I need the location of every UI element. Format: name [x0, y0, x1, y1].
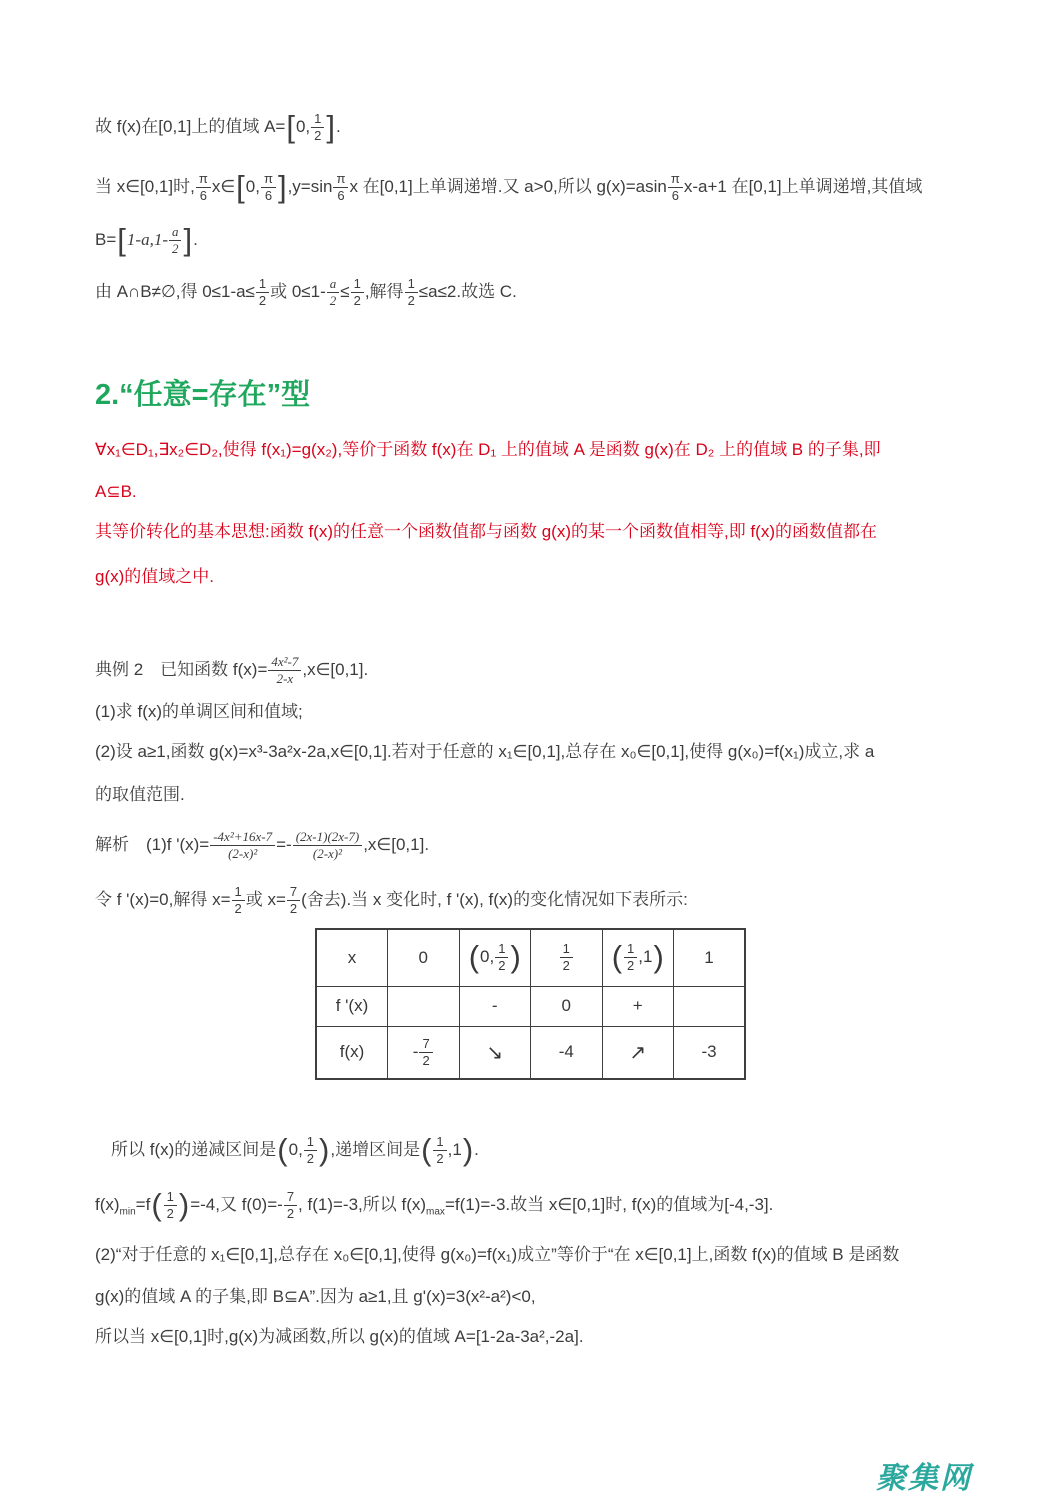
- text-segment: ,解得: [364, 282, 404, 301]
- table-cell: [674, 986, 746, 1026]
- part-2-solution-line-3: 所以当 x∈[0,1]时,g(x)为减函数,所以 g(x)的值域 A=[1-2a-3a²,-2a].: [95, 1327, 584, 1346]
- text-segment: ,x∈[0,1].: [363, 835, 430, 854]
- question-part-2-line-2: 的取值范围.: [95, 785, 185, 804]
- table-cell: [316, 986, 388, 1026]
- text-segment: 典例 2 已知函数 f(x)=: [95, 660, 268, 679]
- table-cell: [388, 986, 460, 1026]
- text-segment: 0: [561, 996, 571, 1015]
- text-segment: ,1: [638, 947, 653, 967]
- text-segment: +: [632, 996, 643, 1015]
- big-bracket: ): [462, 1132, 474, 1168]
- text-segment: =-4,又 f(0)=-: [190, 1195, 283, 1214]
- fraction: $\frac{1}{2}$: [405, 277, 418, 308]
- table-cell: [531, 1026, 603, 1079]
- table-cell: [459, 986, 531, 1026]
- text-segment: ≤a≤2.故选 C.: [418, 282, 517, 301]
- text-segment: .: [474, 1140, 479, 1159]
- fraction: $\frac{7}{2}$: [284, 1190, 297, 1221]
- big-bracket: ): [510, 939, 521, 975]
- big-bracket: ]: [277, 169, 287, 205]
- text-segment: -4: [558, 1042, 574, 1062]
- fraction: $\frac{7}{2}$: [419, 1037, 432, 1068]
- text-segment: B=: [95, 230, 117, 249]
- big-bracket: (: [468, 939, 480, 975]
- big-bracket: ): [178, 1187, 190, 1223]
- text-segment: 0,: [245, 177, 260, 196]
- table-cell: [388, 929, 460, 986]
- part-2-solution-line-2: g(x)的值域 A 的子集,即 B⊆A”.因为 a≥1,且 g'(x)=3(x²-a²)<0,: [95, 1287, 536, 1306]
- red-note-line-2: A⊆B.: [95, 482, 137, 501]
- big-bracket: ): [319, 1132, 330, 1168]
- fraction: $\frac{1}{2}$: [164, 1190, 177, 1221]
- table-row: [316, 929, 745, 986]
- table-cell: [602, 929, 674, 986]
- table-row: [316, 986, 745, 1026]
- table-cell: [602, 1026, 674, 1079]
- big-bracket: ]: [183, 222, 193, 258]
- table-cell: [459, 929, 531, 986]
- text-segment: =-: [276, 835, 292, 854]
- solution-line-monotonic: [95, 164, 922, 210]
- table-row: [316, 1026, 745, 1079]
- text-segment: f(x): [339, 1042, 365, 1062]
- text-segment: x 在[0,1]上单调递增.又 a>0,所以 g(x)=asin: [349, 177, 667, 196]
- text-segment: x-a+1 在[0,1]上单调递增,其值域: [683, 177, 923, 196]
- subscript: max: [426, 1206, 445, 1218]
- text-segment: =f(1)=-3.故当 x∈[0,1]时, f(x)的值域为[-4,-3].: [444, 1195, 774, 1214]
- fraction: $\frac{7}{2}$: [287, 885, 300, 916]
- table-cell: [674, 929, 746, 986]
- red-note-line-3: 其等价转化的基本思想:函数 f(x)的任意一个函数值都与函数 g(x)的某一个函数值相等,即 f(x)的函数值都在: [95, 522, 877, 541]
- text-segment: x: [347, 947, 357, 967]
- table-cell: [316, 929, 388, 986]
- text-segment: 故 f(x)在[0,1]上的值域 A=: [95, 117, 286, 136]
- section-heading: 2.“任意=存在”型: [95, 379, 311, 411]
- table-cell: [388, 1026, 460, 1079]
- text-segment: 1: [704, 947, 714, 967]
- solution-line-range-a: [95, 104, 341, 150]
- text-segment: 0,: [295, 117, 311, 136]
- part-2-solution-line-1: (2)“对于任意的 x₁∈[0,1],总存在 x₀∈[0,1],使得 g(x₀)=f(x₁)成立”等价于“在 x∈[0,1]上,函数 f(x)的值域 B 是函数: [95, 1245, 900, 1264]
- fraction: $\frac{(2x-1)(2x-7)}{\text{(2-x)²}}$: [293, 830, 363, 861]
- big-bracket: (: [611, 939, 623, 975]
- subscript: min: [119, 1206, 136, 1218]
- fraction: $\frac{a}{2}$: [327, 277, 340, 308]
- analysis-roots-line: [95, 877, 688, 923]
- text-segment: ,x∈[0,1].: [302, 660, 369, 679]
- text-segment: f(x): [95, 1195, 120, 1214]
- table-cell: [316, 1026, 388, 1079]
- big-bracket: ]: [326, 109, 336, 145]
- big-bracket: [: [236, 169, 245, 205]
- fraction: $\frac{1}{2}$: [232, 885, 245, 916]
- text-segment: 所以 f(x)的递减区间是: [111, 1140, 277, 1159]
- variation-table: [315, 928, 746, 1080]
- text-segment: -: [412, 1041, 419, 1061]
- text-segment: ↗: [629, 1041, 647, 1064]
- min-max-values-line: [95, 1182, 773, 1235]
- fraction: $\frac{1}{2}$: [433, 1135, 446, 1166]
- fraction: $\frac{1}{2}$: [624, 942, 637, 973]
- fraction: $\frac{1}{2}$: [311, 112, 324, 143]
- text-segment: ,1: [447, 1140, 462, 1159]
- big-bracket: (: [421, 1132, 432, 1168]
- text-segment: 令 f '(x)=0,解得 x=: [95, 890, 231, 909]
- fraction: $\frac{1}{2}$: [351, 277, 364, 308]
- math-italic-segment: 1-a,1-: [126, 230, 168, 249]
- table-cell: [459, 1026, 531, 1079]
- big-bracket: (: [151, 1187, 162, 1223]
- table-cell: [602, 986, 674, 1026]
- table-cell: [531, 986, 603, 1026]
- site-watermark-logo: 聚集网: [876, 1462, 972, 1495]
- text-segment: 或 x=: [245, 890, 286, 909]
- text-segment: =f: [135, 1195, 151, 1214]
- fraction: $\frac{a}{2}$: [169, 225, 182, 256]
- text-segment: -: [491, 996, 498, 1015]
- text-segment: f '(x): [335, 996, 369, 1015]
- text-segment: 0,: [288, 1140, 303, 1159]
- table-cell: [531, 929, 603, 986]
- monotonic-intervals-line: [111, 1127, 479, 1173]
- text-segment: , f(1)=-3,所以 f(x): [298, 1195, 427, 1214]
- text-segment: 0,: [480, 947, 495, 967]
- example-2-statement: [95, 647, 368, 693]
- table-cell: [674, 1026, 746, 1079]
- solution-line-range-b: [95, 217, 198, 263]
- fraction: $\frac{\pi}{6}$: [668, 172, 683, 203]
- big-bracket: [: [286, 109, 295, 145]
- text-segment: ,y=sin: [287, 177, 333, 196]
- text-segment: ,递增区间是: [330, 1140, 421, 1159]
- text-segment: ↘: [486, 1041, 504, 1064]
- fraction: $\frac{\text{4x²-7}}{2-x}$: [268, 655, 301, 686]
- text-segment: -3: [701, 1042, 717, 1062]
- question-part-2-line-1: (2)设 a≥1,函数 g(x)=x³-3a²x-2a,x∈[0,1].若对于任意的 x₁∈[0,1],总存在 x₀∈[0,1],使得 g(x₀)=f(x₁)成立,求 a: [95, 742, 875, 761]
- solution-line-conclusion: [95, 269, 517, 315]
- fraction: $\frac{\text{-4x²+16x-7}}{\text{(2-x)²}}$: [210, 830, 275, 861]
- red-note-line-4: g(x)的值域之中.: [95, 567, 214, 586]
- text-segment: .: [193, 230, 198, 249]
- fraction: $\frac{1}{2}$: [304, 1135, 317, 1166]
- fraction: $\frac{1}{2}$: [495, 942, 508, 973]
- big-bracket: ): [653, 939, 664, 975]
- text-segment: 或 0≤1-: [270, 282, 326, 301]
- fraction: $\frac{\pi}{6}$: [196, 172, 211, 203]
- text-segment: .: [336, 117, 341, 136]
- text-segment: 由 A∩B≠∅,得 0≤1-a≤: [95, 282, 255, 301]
- big-bracket: [: [117, 222, 126, 258]
- text-segment: (舍去).当 x 变化时, f '(x), f(x)的变化情况如下表所示:: [301, 890, 688, 909]
- text-segment: ≤: [340, 282, 350, 301]
- fraction: $\frac{1}{2}$: [560, 942, 573, 973]
- text-segment: 解析 (1)f '(x)=: [95, 835, 210, 854]
- fraction: $\frac{1}{2}$: [256, 277, 269, 308]
- text-segment: x∈: [211, 177, 236, 196]
- analysis-derivative-line: [95, 822, 429, 868]
- question-part-1: (1)求 f(x)的单调区间和值域;: [95, 702, 303, 721]
- big-bracket: (: [277, 1132, 288, 1168]
- text-segment: 0: [418, 947, 428, 967]
- text-segment: 当 x∈[0,1]时,: [95, 177, 195, 196]
- red-note-line-1: ∀x₁∈D₁,∃x₂∈D₂,使得 f(x₁)=g(x₂),等价于函数 f(x)在 D₁ 上的值域 A 是函数 g(x)在 D₂ 上的值域 B 的子集,即: [95, 440, 881, 459]
- fraction: $\frac{\pi}{6}$: [333, 172, 348, 203]
- fraction: $\frac{\pi}{6}$: [261, 172, 276, 203]
